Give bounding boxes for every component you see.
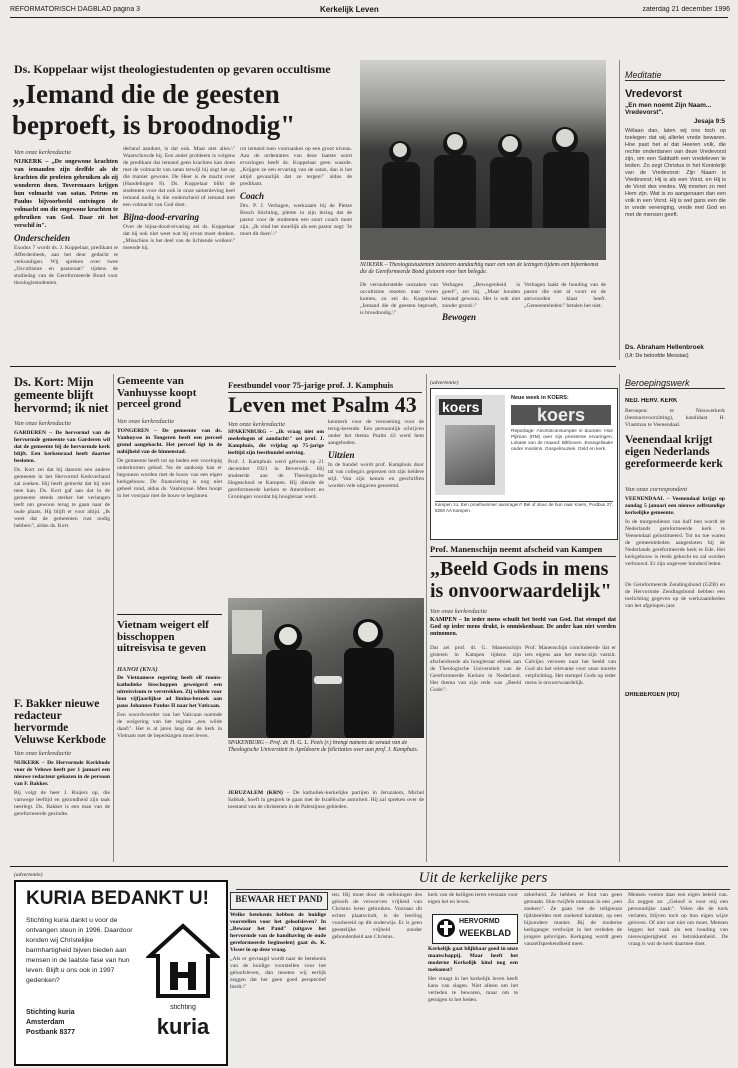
kamphuis-subhead: Uitzien xyxy=(328,450,355,460)
lead-col5 xyxy=(442,282,520,346)
kamphuis-kicker: Feestbundel voor 75-jarige prof. J. Kamphuis xyxy=(228,380,422,393)
koers-ad-brand-large: koers xyxy=(511,405,611,425)
meditatie-author-note: (Ut: De beloofde Messias) xyxy=(625,353,689,359)
koers-ad-footer-text: Kampen zo. Een proefnummer aanvragen? Bel of stuur de bon naar Koers, Postbus 27, 8260 AA Kampen. xyxy=(435,502,613,513)
pers-col3b xyxy=(428,946,518,1062)
kamphuis-caption: SPAKENBURG – Prof. dr. H. G. L. Peels (r.) brengt namens de senaat van de Theologische Universiteit in Apeldoorn de felicitaties over aan prof. J. Kamphuis. xyxy=(228,740,419,753)
manenschijn-intro xyxy=(430,617,616,643)
vanhuysse-text: TONGEREN – De gemeente van ds. Vanhuysse in Tongeren heeft een perceel grond aangekocht. Het perceel ligt in de nabijheid van de binnenstad. xyxy=(117,428,222,455)
vietnam-text: De Vietnamese regering heeft elf rooms-katholieke bisschoppen geweigerd een uitreisvisum te verstrekken. Zij wilden voor hun vijfjaarlijkse ad limina-bezoek aan paus Johannes Paulus II naar het Vaticaan. xyxy=(117,675,222,709)
pers-col5 xyxy=(628,892,728,1062)
lead-body-7: Verhagen „Bewogenheid is goed\", zei hij. „Maar houden iemand gewoon. Het is ook niet zonder grond.\" xyxy=(442,282,520,309)
veenendaal-byline: Van onze correspondent xyxy=(625,486,688,493)
lead-col6 xyxy=(524,282,606,346)
meditatie-title: Vredevorst xyxy=(625,88,682,100)
koers-ad[interactable] xyxy=(430,388,618,540)
col-rule-2 xyxy=(619,374,620,862)
kort-text-2: Ds. Kort zei dat hij daarom een andere gemeente in het Hervormd Kerkverband zal zoeken. Hij heeft gemerkt dat hij niet mee kan. Ds. Kort gaf aan dat in de gemeente steeds sterker het verlangen leeft om gewoon terug te gaan naar de oude plaats. Hij blijft er voor altijd. „Ik weet dat de gemeenten rust nodig hebben\", aldus ds. Kort. xyxy=(14,467,110,529)
kort-byline: Van onze kerkredactie xyxy=(14,420,72,427)
lead-photo xyxy=(360,60,606,260)
lead-col1 xyxy=(14,158,118,318)
col-rule-1 xyxy=(619,60,620,360)
jeruzalem-label: JERUZALEM (KRN) xyxy=(228,790,283,796)
beroepingswerk-label: Beroepingswerk xyxy=(625,378,725,389)
kamphuis-photo xyxy=(228,598,424,738)
lead-body-2: derland aandoet, is dat ook. Maar niet alles.\" Waarschuwde hij. Een ander probleem is volgens de predikant dat iemand geen krachten kan doen met de volmacht van satan terwijl hij zegt het op die manier gewone. De Heer is de macht over (Handelingen 8). Ds. Koppelaar blikt de studenten voor dat ook in onze samenleving heel iemand nodig is die onderscheid of iemand met een volmacht van God doet. xyxy=(123,146,235,208)
lead-byline: Van onze kerkredactie xyxy=(14,149,72,156)
vietnam-byline: HANOI (KNA) xyxy=(117,666,158,673)
kort-headline: Ds. Kort: Mijn gemeente blijft hervormd; ik niet xyxy=(14,376,109,416)
veenendaal-body xyxy=(625,496,725,796)
kuria-headline: KURIA BEDANKT U! xyxy=(26,888,209,909)
pers-col2 xyxy=(332,892,422,1062)
pand-text: „Als er gevraagd wordt naar de betekenis van de huidige voorstellen voor het geloofsleven, dan moeten wij eerlijk zeggen dat het geen goed perspectief biedt.\" xyxy=(230,956,326,990)
kort-body xyxy=(14,430,110,695)
jeruzalem-body xyxy=(228,790,424,850)
jeruzalem-text: JERUZALEM (KRN) – De katholiek-kerkelijke partijen in Jeruzalem, Michel Sabbah, hoeft in gesprek te gaan met de Israëlische autoriteit. Hij zal spreken over de toestand van de christenen in de Palestijnse gebieden. xyxy=(228,790,424,810)
hervormd-logo-icon xyxy=(436,918,456,938)
meditatie-text: Wélaan dan, laten wij ons toch op toelegen dat wij allerlei vrede bewaren. Hoe past het al dat Heeren volk, die rechte onderdanen van deze Vredevorst zijn, om een Sabbath een vredeleven te leiden. Zo zegt Christus in het Koninkrijk van de Vredevorst: Zijn Naam is Vredevorst; Hij is als een Vorst, en Hij is de Vorst des vredes. Wij moeten zo met Hem zijn. Wat is zo aangenaam dan een volk in een Vorst. Hij is wel gans een die in vrede vereniging, vrede met God en met de mensen geeft. xyxy=(625,128,726,218)
bewaar-het-pand-masthead xyxy=(230,892,328,910)
manenschijn-headline: „Beeld Gods in mens is onvoorwaardelijk" xyxy=(430,558,612,602)
pers-text-3c: Het vraagt in het kerkelijk leven heeft kans van slagen. Niet alleen om het verleden te bewaren, maar om te getuigen in het heden. xyxy=(428,976,518,1003)
lead-body-4: rot iemand toen voornaakes op een groot niveau. Aan de ordentaties van deze laatste soort ervaringen beeft ds. Koppelaar geen waarde. „Krijgen ze een ervaring van de satan, dan is het altijd gevaarlijk dat ze tergen\" aldus de predikant. xyxy=(240,146,352,187)
manenschijn-text-2: Prof. Manenschijn concludeerde dat er iets eigens aan het mens-zijn vastzit. Calvijns verwees naar het beeld van God als het relevante voor onze morele verplichting. Het stempel Gods op ieder mens is onvoorwaardelijk. xyxy=(525,645,616,686)
koers-ad-left xyxy=(435,395,505,495)
pand-masthead-text: BEWAAR HET PAND xyxy=(235,894,323,904)
pers-text-4: zekerheid. Ze hebben er fout van geen gemaakt. Hun twijfels ontstaan in een „een zoeken\". Ze gaan toe de religieuze tijdsbeelden met zoekend karakter, op een bijzondere manier. Bij de moderne kerkganger verdwijnt in het verleden de jongere gelovigen. Kerkgang wordt geen vanzelfsprekendheid meer. xyxy=(524,892,622,947)
vanhuysse-text-2: De gemeente heeft tot op heden een voorlopig onderkomen gehad. Na de aankoop kan er begonnen worden met de bouw van een eigen kerkgebouw. De financiering is nog niet geheel rond, aldus ds. Vanhuysse. Men hoopt in het voorjaar met de bouw te beginnen. xyxy=(117,458,222,499)
vietnam-headline: Vietnam weigert elf bisschoppen uitreisvisa te geven xyxy=(117,620,209,655)
pers-col4 xyxy=(524,892,622,1062)
lead-intro: NIJKERK – „De ongewone krachten van iemanden zijn deelfde als de krachten die profeten gebruiken als zij wonderen doen. Toverenaars krijgen hun volmacht van satan. Petrus en Paulus bijvoorbeeld ontvingen de volmacht om die ongewone krachten te gebruiken van God. Daar zit het verschil in". xyxy=(14,158,118,229)
kuria-logo-small: stichting xyxy=(170,1004,196,1011)
kuria-address: Stichting kuria Amsterdam Postbank 8377 xyxy=(26,1009,76,1036)
bakker-text-2: Bij volgt de heer J. Ruijers op, die vanwege leeftijd en gezondheid zijn taak neerlegt. Ds. Bakker is een man van de gereformeerde gezindte. xyxy=(14,790,110,817)
lead-headline: „Iemand die de geesten beproeft, is broodnodig" xyxy=(12,79,296,140)
meditatie-label: Meditatie xyxy=(625,70,725,81)
vanhuysse-headline: Gemeente van Vanhuysse koopt perceel grond xyxy=(117,376,197,411)
beroep-sub1: NED. HERV. KERK xyxy=(625,398,678,404)
manenschijn-byline: Van onze kerkredactie xyxy=(430,608,488,615)
lead-subhead-bijna-dood: Bijna-dood-ervaring xyxy=(123,212,200,222)
manenschijn-kicker: Prof. Manenschijn neemt afscheid van Kampen xyxy=(430,544,616,557)
lead-body-8: Verhagen laakt de houding van de pastor die niet al voort en de antwoorden klaar heeft. „Gemeenteleden\" betalen het niet. xyxy=(524,282,606,309)
lead-photo-caption: NIJKERK – Theologiestudenten luisteren aandachtig naar een van de lezingen tijdens een bijeenkomst die de Gereformeerde Bond gistoren voor hen belegde. xyxy=(360,262,599,275)
veenendaal-text-1: VEENENDAAL – Veenendaal krijgt op zondag 5 januari een nieuwe zelfstandige kerkelijke gemeente. xyxy=(625,496,725,516)
hervormd-title2: WEEKBLAD xyxy=(459,928,511,938)
vietnam-rule xyxy=(117,614,222,615)
header-rule xyxy=(10,17,728,18)
koers-ad-footer xyxy=(435,501,613,536)
veenendaal-headline: Veenendaal krijgt eigen Nederlands gereformeerde kerk xyxy=(625,434,723,471)
meditatie-quote: „En men noemt Zijn Naam... Vredevorst". xyxy=(625,102,712,116)
lead-col4 xyxy=(360,282,438,346)
manenschijn-col2 xyxy=(525,645,616,850)
col-rule-3 xyxy=(113,374,114,862)
koers-ad-label: (advertentie) xyxy=(430,380,459,386)
kort-text-1: GARDEREN – De hervormd van de hervormde gemeente van Garderen wil dat de gemeente bij de hervormde kerk blijft. Een kerkenraad heeft daartoe besloten. xyxy=(14,430,110,464)
header-right: zaterdag 21 december 1996 xyxy=(642,6,730,13)
vietnam-text-2: Een woordvoerder van het Vaticaan noemde de weigering van het regime „een wilde daad\". Het is al jaren lang dat de kerk in Vietnam met de beperkingen moet leven. xyxy=(117,712,222,739)
lead-col2 xyxy=(123,146,235,318)
manenschijn-text-1: Dat zei prof. dr. G. Manenschijn gisteren in Kampen tijdens zijn afscheidsrede als hoogleraar ethiek aan de Theologische Universiteit van de Gereformeerde Kerken in Nederland. Het thema van zijn rede was „Beeld Gods\". xyxy=(430,645,521,693)
koers-ad-list xyxy=(511,429,613,495)
koers-ad-top: Neue week in KOERS: xyxy=(511,395,569,401)
lead-body-3: Over de bijna-dood-ervaring zei ds. Koppelaar dat hij ook niet weet wat hij ervan moet denken. „Misschien is het deel van de lichtende wolken\" meende hij. xyxy=(123,224,235,251)
lead-subhead-bewogen: Bewogen xyxy=(442,312,477,322)
vanhuysse-body xyxy=(117,428,222,610)
koers-ad-cover xyxy=(445,425,495,485)
lead-body-5: Drs. P. J. Verhagen, werkzaam bij de Pietze Bosch Stichting, pleitte in zijn lezing dat de pastor voor de studenten een soort coach moet zijn. „Ik vind het moeilijk als een pastor zegt: 'Je moet dit doen'.\" xyxy=(240,203,352,237)
koers-ad-brand-small: koers xyxy=(439,399,482,415)
vietnam-body xyxy=(117,675,222,865)
bakker-byline: Van onze kerkredactie xyxy=(14,750,72,757)
header-center: Kerkelijk Leven xyxy=(320,5,379,14)
pand-col xyxy=(230,912,326,1062)
lead-body-1: Exodus 7 wordt ds. J. Koppelaar, predikant te Afferdenbeek, aan het deur gedacht te verkondigen. Wij spreken over twee „Occultisme en pastoraat\" tijdens de studiedag van de Gereformeerde Bond voor theologiestudenten. xyxy=(14,245,118,286)
kamphuis-text-3: kenmerk voor de verzoening voor de terug-kerende. Een persoonlijk schrijven onder het thema Psalm 43 werd hem aangeboden. xyxy=(328,419,424,446)
pers-text-3: kerk van de heiligen leren verstaan voor eigen het en leven. xyxy=(428,892,518,905)
kuria-house-icon xyxy=(146,922,220,1002)
kamphuis-byline: Van onze kerkredactie xyxy=(228,421,286,428)
vanhuysse-byline: Van onze kerkredactie xyxy=(117,418,175,425)
hervormd-weekblad-logo xyxy=(432,914,518,944)
veenendaal-text-3: De Gereformeerde Zendingsbond (GZB) en de Hervormde Zendingsbond hebben een toelichting gegeven op de werkzaamheden van het afgelopen jaar. xyxy=(625,582,725,609)
kerkelijke-pers-title: Uit de kerkelijke pers xyxy=(236,870,730,890)
bakker-text: NIJKERK – De Hervormde Kerkbode voor de Veluwe heeft per 1 januari een nieuwe redacteur gekozen in de persoon van F. Bakker. xyxy=(14,760,110,787)
col-rule-4 xyxy=(426,374,427,862)
meditatie-body xyxy=(625,128,726,338)
meditatie-author: Ds. Abraham Hellenbroek xyxy=(625,344,704,351)
manenschijn-col1 xyxy=(430,645,521,850)
audience-illustration xyxy=(360,60,606,260)
kamphuis-text-4: In de bundel wordt prof. Kamphuis door tal van collega's geprezen om zijn heldere stijl. Van zijn kennis en geschriften worden vele uitgaven genoemd. xyxy=(328,462,424,489)
kuria-logo xyxy=(146,922,220,1052)
lead-subhead-onderscheiden: Onderscheiden xyxy=(14,233,70,243)
pers-text-3b: Kerkelijk gaat blijkbaar goed in onze maatschappij. Maar heeft het moderne Kerkelijk kind nog een toekomst? xyxy=(428,946,518,973)
beroep-text1: Beroepen: te Nieuwerkerk (bestuursvoorzitting), kandidaat H. Vlastman te Veenendaal. xyxy=(625,408,725,428)
kuria-text: Stichting kuria dankt u voor de ontvangen steun in 1996. Daardoor konden wij Christelijke barmhartigheid bijven bieden aan mensen in de laatste fase van hun leven. Blijft u ons ook in 1997 gedenken? xyxy=(26,917,133,984)
pers-text-2: ten. Hij moet door de oefeningen des geloofs de verworven vrijheid van Christus leren gebruiken. Vooraan dit echter plaatsvindt, is de leerling voorbereid op dit onderwijs. Er is geen geestelijke vrijheid zonder gebondenheid aan Christus. xyxy=(332,892,422,940)
hervormd-title1: HERVORMD xyxy=(459,918,500,925)
kamphuis-col1 xyxy=(228,429,324,589)
kamphuis-text-2: Prof. J. Kamphuis werd geboren op 21 december 1921 in Beverwijk. Hij studeerde aan de Theologische Hogeschool te Kampen. Hij diende de gereformeerde kerken te Amersfoort en Groningen voordat hij hoogleraar werd. xyxy=(228,459,324,500)
kamphuis-col2 xyxy=(328,419,424,594)
bakker-body xyxy=(14,760,110,860)
beroep-sub3: DRIEBERGEN (RD) xyxy=(625,692,680,698)
kuria-ad-label: (advertentie) xyxy=(14,872,43,878)
section-rule-2 xyxy=(10,866,728,867)
pand-lead: Welke betekenis hebben de huidige voorstellen voor het geloofsleven? In „Bewaar het Pand" (uitgave het hervormde van de handhaving de oude gereformeerde beginselen) gaat ds. K. Visser in op deze vraag. xyxy=(230,912,326,953)
lead-subhead-coach: Coach xyxy=(240,191,265,201)
bakker-headline: F. Bakker nieuwe redacteur hervormde Veluwse Kerkbode xyxy=(14,698,106,747)
handshake-illustration xyxy=(228,598,424,738)
lead-body-6: De veronderstelde oorzaken van occultisme moeten naar voren komen, zo zei ds. Koppelaar. „Iemand die de geesten beproeft, is broodnodig.\" xyxy=(360,282,438,316)
kuria-ad[interactable] xyxy=(14,880,228,1066)
kuria-logo-big: kuria xyxy=(156,1014,210,1039)
manenschijn-intro-text: KAMPEN – In ieder mens schuilt het beeld van God. Dat stempel dat God op ieder mens drukt, is onmiskenbaar. De ander kan niet worden ontnomen. xyxy=(430,617,616,637)
header-left: REFORMATORISCH DAGBLAD pagina 3 xyxy=(10,6,141,13)
beroep-body1 xyxy=(625,408,725,430)
lead-col3 xyxy=(240,146,352,318)
lead-kicker: Ds. Koppelaar wijst theologiestudenten op gevaren occultisme xyxy=(14,62,331,76)
meditatie-ref: Jesaja 9:5 xyxy=(693,118,725,125)
koers-ad-items: Reportage: Alcoholconsumptie in duurder. Hoe Pijlman (RM) over zijn priesterse ervaringen. Lokatie van de maand: Bilthoven. Evangelisatie onder moslims. Gospelmuziek. Geld en kerk. xyxy=(511,429,613,452)
section-rule-1 xyxy=(10,366,616,367)
veenendaal-text-2: In de morgendienst van half tien wordt de Nederlands gereformeerde kerk te Veenendaal geïnstitueerd. Tot nu toe waren de gemeenteleden aangesloten bij de Nederlands gereformeerde kerk te Ede. Het kerkgebouw is reeds gekocht en zal worden verbouwd. Er zijn ongeveer honderd leden. xyxy=(625,519,725,567)
pers-text-5: Mensen voeren daar een eigen beleid van. Zo zeggen ze: „Geloof is voor mij een persoonlijke zaak\". Velen die de kerk verlaten, blijven toch op hun eigen wijze geloven. Of niet wat niet om moet. Mensen leggen het vaak als een houding van nieuwsgierigheid en betrokkenheid. De vraag is wat de kerk daarmee doet. xyxy=(628,892,728,947)
kamphuis-headline: Leven met Psalm 43 xyxy=(228,393,417,417)
kamphuis-text-1: SPAKENBURG – „Ik vraag niet om mededogen of aandacht\" zei prof. J. Kamphuis, die vrijdag op 75-jarige leeftijd zijn feestbundel ontving. xyxy=(228,429,324,456)
